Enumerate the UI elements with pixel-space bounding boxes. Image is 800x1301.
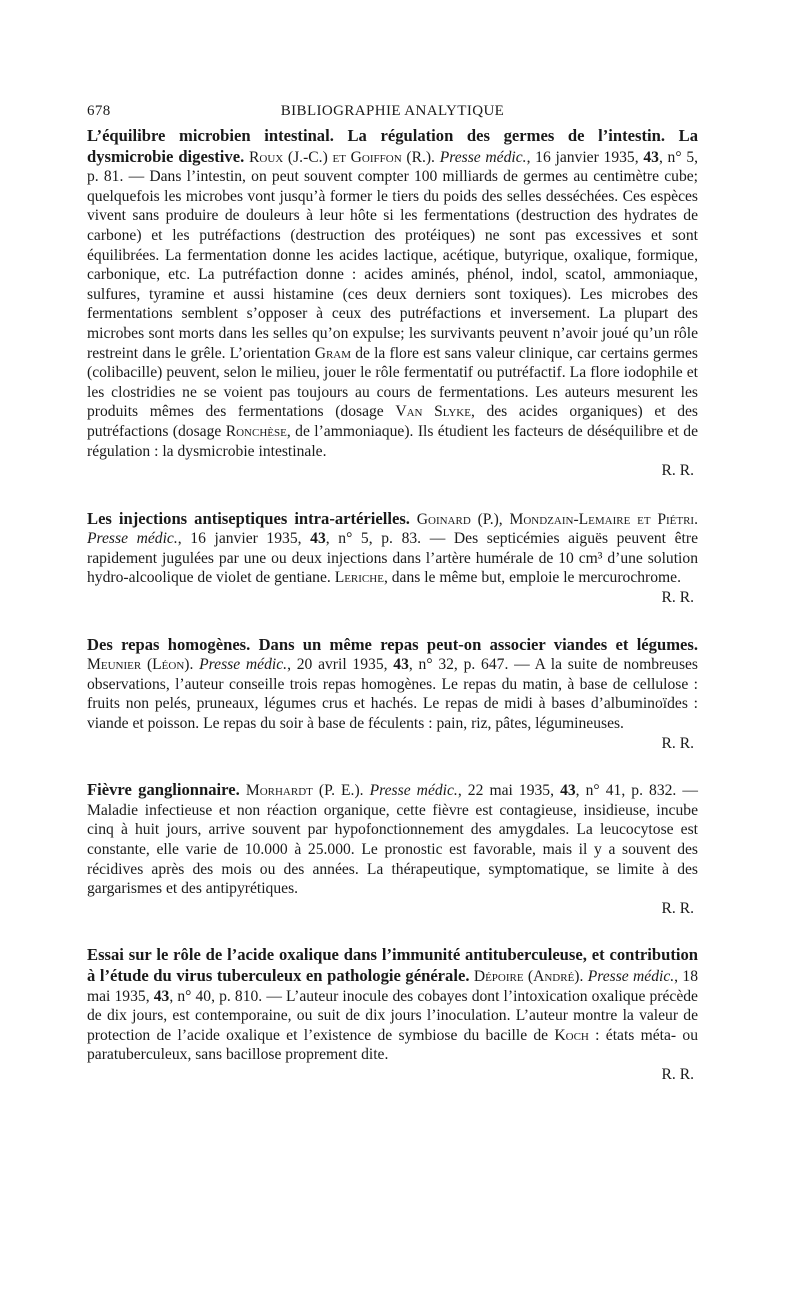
entry-abstract: — A la suite de nombreuses observations, l’auteur conseille trois repas homogènes. Le repas du matin, à base de cellulose : fruits non pelés, pruneaux, légumes crus et hachés. Le repas de midi à bases d’albuminoïdes : viande et poisson. Le repas du soir à base de féculents : pain, riz, pâtes, légumineuses. [87,656,699,733]
entry-abstract-cont: de la flore est sans valeur clinique, car certains germes (colibacille) peuvent, selon le milieu, jouer le rôle fermentatif ou putréfactif. La flore iodophile et les clostridies ne se voient pas toujours au cours de fermentations. Les auteurs mesurent les produits mêmes des fermentations (dosage [87,344,698,421]
entry-volume: 43 [393,656,409,674]
entry-signature: R. R. [661,899,694,917]
entry-date: , 16 janvier 1935, [526,148,644,166]
entry-signature: R. R. [661,589,694,607]
book-page [87,103,698,1085]
entry-journal: Presse médic. [87,530,178,548]
entry-issue-pages: , n° 40, p. 810. [169,987,263,1005]
entry-abstract-cont: , des acides organiques) et des putréfactions (dosage [87,403,698,440]
entry-date: , 20 avril 1935, [287,656,394,674]
entry-authors: Roux (J.-C.) et Goiffon (R.). [248,148,435,166]
entry-issue-pages: , n° 41, p. 832. [575,782,677,800]
entry-title: L’équilibre microbien intestinal. La régulation des germes de l’intestin. La dysmicrobie digestive. [87,126,698,166]
author-name-gram: Gram [314,344,352,362]
entry-abstract-cont: , dans le même but, emploie le mercurochrome. [383,569,681,587]
running-header [87,103,698,125]
entry-volume: 43 [643,148,659,166]
entry-authors: Dépoire (André). [473,967,584,985]
entry-date: , 16 janvier 1935, [177,530,311,548]
entry-issue-pages: , n° 32, p. 647. [408,656,509,674]
entry-date: , 18 mai 1935, [87,967,698,1005]
bibliography-entry [87,635,698,754]
entry-signature: R. R. [661,462,694,480]
author-name-ronchese: Ronchèse [225,422,287,440]
entry-abstract: — Des septicémies aiguës peuvent être rapidement jugulées par une ou deux injections dans l’artère humérale de 10 cm³ d’une solution hydro-alcoolique de violet de gentiane. [87,530,698,587]
entry-abstract-cont: : états méta- ou paratuberculeux, sans bacillose proprement dite. [87,1026,698,1064]
entry-abstract: — Maladie infectieuse et non réaction organique, cette fièvre est contagieuse, insidieuse, incube cinq à huit jours, arrive souvent par hypofonctionnement des amygdales. La leucocytose est constante, elle varie de 10.000 à 25.000. Le pronostic est favorable, mais il y a souvent des récidives après des mois ou des années. La thérapeutique, symptomatique, se limite à des gargarismes et des antipyrétiques. [87,782,699,898]
author-name-leriche: Leriche [334,569,384,587]
entry-issue-pages: , n° 5, p. 81. [87,148,699,186]
entry-journal: Presse médic. [369,782,458,800]
entry-abstract: — Dans l’intestin, on peut souvent compter 100 milliards de germes au centimètre cube; quelquefois les microbes vont jusqu’à former le tiers du poids des selles desséchées. Ces espèces vivent sans produire de douleurs à leur hôte si les fermentations (destruction des hydrates de carbone) et les putréfactions (destruction des protéiques) ne sont pas excessives et sont équilibrées. La fermentation donne les acides lactique, acétique, butyrique, oxalique, formique, carbonique, etc. La putréfaction donne : acides aminés, phénol, indol, scatol, ammoniaque, sulfures, tyramine et aussi histamine (ces deux derniers sont toxiques). Les microbes des fermentations semblent s’opposer à ceux des putréfactions et inversement. La plupart des microbes sont morts dans les selles qu’on expulse; les survivants peuvent n’avoir joué qu’un rôle restreint dans le grêle. L’orientation [87,168,698,362]
running-title: BIBLIOGRAPHIE ANALYTIQUE [280,103,505,119]
entry-authors: Meunier (Léon). [87,656,194,674]
entry-volume: 43 [560,782,576,800]
entry-journal: Presse médic. [587,967,675,985]
bibliography-entry [87,126,698,481]
entry-signature: R. R. [661,1065,694,1083]
entry-authors: Goinard (P.), Mondzain-Lemaire et Piétri. [416,510,698,528]
entry-title: Les injections antiseptiques intra-artérielles. [87,508,410,528]
entry-journal: Presse médic. [199,656,288,674]
entry-date: , 22 mai 1935, [457,782,561,800]
author-name-koch: Koch [554,1026,589,1044]
entry-volume: 43 [153,987,170,1005]
page-number: 678 [87,103,111,119]
entry-issue-pages: , n° 5, p. 83. [325,530,422,548]
bibliography-entry [87,509,698,608]
entry-title: Des repas homogènes. Dans un même repas peut-on associer viandes et légumes. [87,634,698,654]
entry-journal: Presse médic. [439,148,527,166]
author-name-van-slyke: Van Slyke [395,403,471,421]
bibliography-entry [87,780,698,918]
bibliography-entry [87,945,698,1084]
entry-title: Fièvre ganglionnaire. [87,780,240,800]
entry-signature: R. R. [661,734,694,752]
entry-abstract: — L’auteur inocule des cobayes dont l’intoxication oxalique précède de dix jours, est contemporaine, ou suit de dix jours l’inoculation. L’auteur montre la valeur de protection de l’acide oxalique et l’existence de symbiose du bacille de [87,987,698,1044]
entry-authors: Morhardt (P. E.). [245,782,364,800]
entry-abstract-cont: , de l’ammoniaque). Ils étudient les facteurs de déséquilibre et de régulation : la dysmicrobie intestinale. [87,422,698,460]
entry-title: Essai sur le rôle de l’acide oxalique dans l’immunité antituberculeuse, et contribution à l’étude du virus tuberculeux en pathologie générale. [87,945,698,985]
entry-volume: 43 [310,530,326,548]
